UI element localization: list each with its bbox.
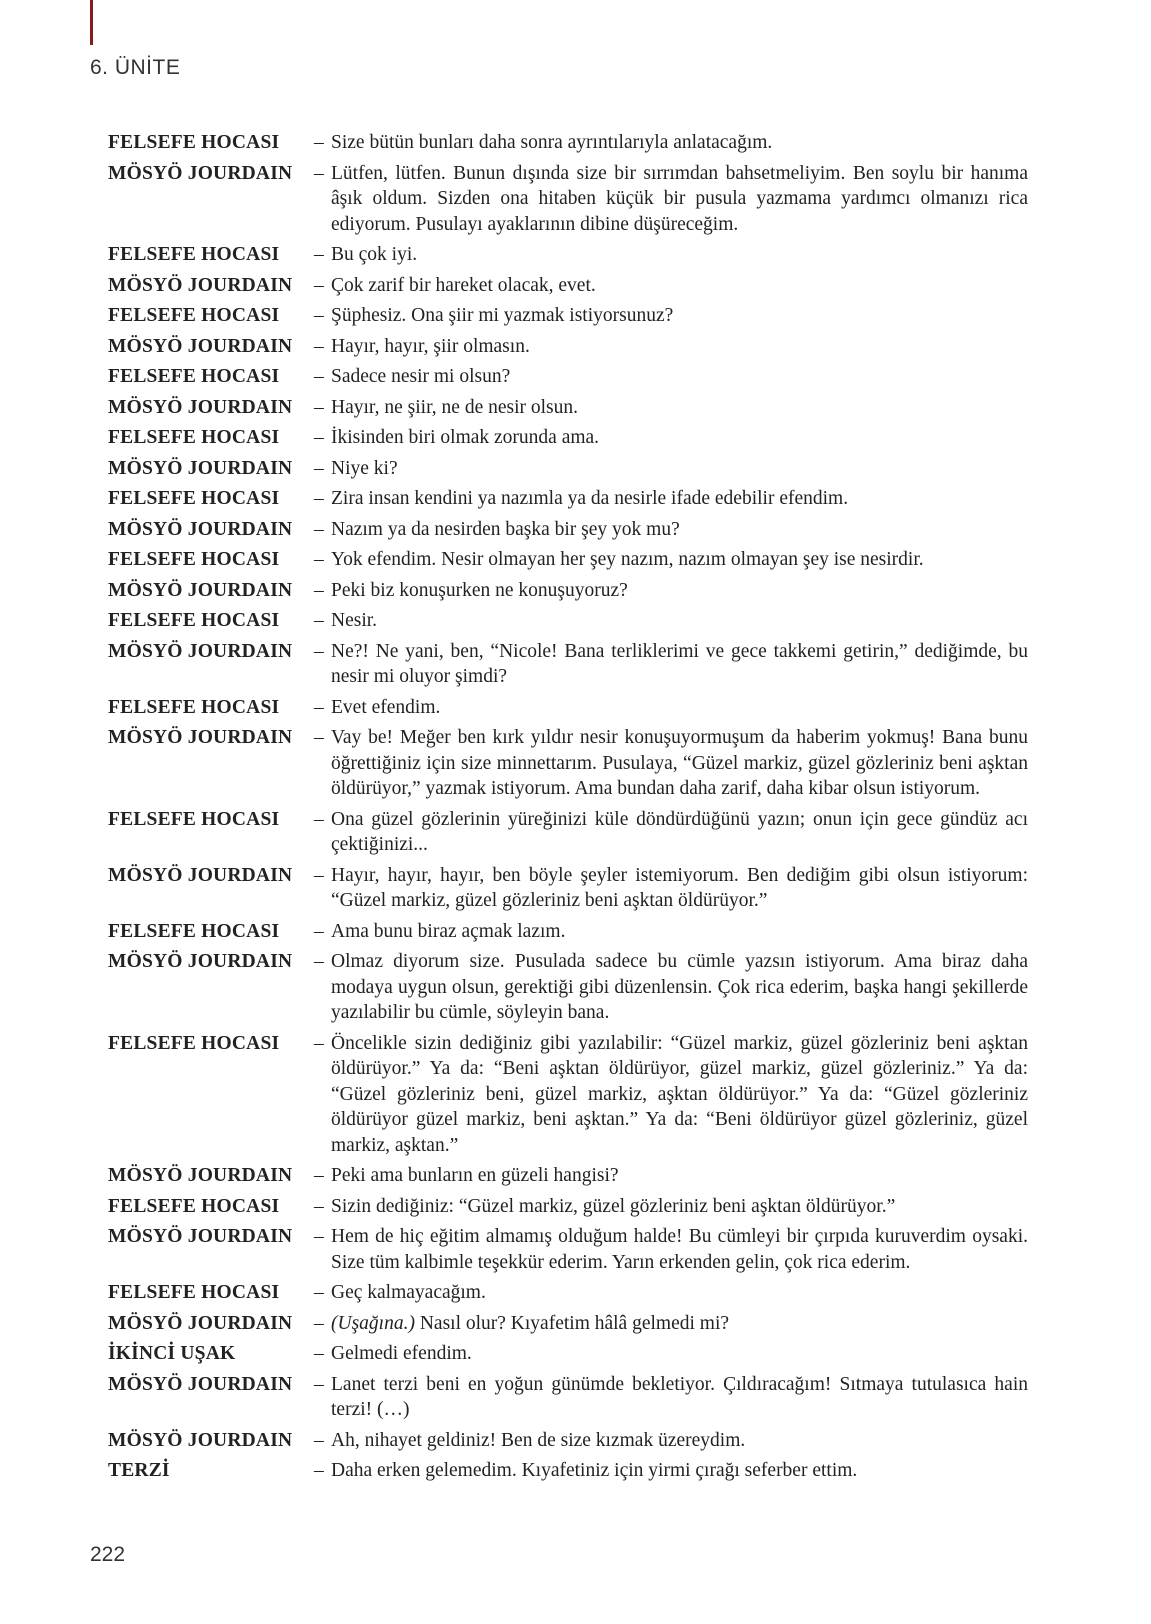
speech-body <box>331 273 1028 299</box>
speech-dash: – <box>314 1032 324 1054</box>
speech-dash: – <box>314 1226 324 1247</box>
speech-dash: – <box>314 457 324 479</box>
speech <box>314 547 1028 573</box>
speech-text: Peki biz konuşurken ne konuşuyoruz? <box>331 579 628 601</box>
speech-dash: – <box>314 1282 324 1303</box>
speech-text: Niye ki? <box>331 457 398 479</box>
speech <box>314 863 1028 914</box>
unit-label: 6. ÜNİTE <box>90 56 181 79</box>
speech-body <box>331 1341 1028 1367</box>
speech-dash: – <box>314 366 324 387</box>
speaker-name: FELSEFE HOCASI <box>108 808 280 830</box>
speech <box>314 1428 1028 1454</box>
speech-body <box>331 807 1028 858</box>
speech-body <box>331 130 1028 156</box>
speech <box>314 919 1028 945</box>
speech-dash: – <box>314 1312 324 1334</box>
speaker-name: FELSEFE HOCASI <box>108 920 280 942</box>
speech-text: Daha erken gelemedim. Kıyafetiniz için yirmi çırağı seferber ettim. <box>331 1460 858 1481</box>
speech <box>314 1341 1028 1367</box>
speech-text: Ama bunu biraz açmak lazım. <box>331 920 566 942</box>
speech-text: Vay be! Meğer ben kırk yıldır nesir konuşuyormuşum da haberim yokmuş! Bana bunu öğrettiğiniz için size minnettarım. Pusulaya, “Güzel markiz, güzel gözleriniz beni aşktan öldürüyor,” yazmak istiyorum. Ama bundan daha zarif, daha kibar olsun istiyorum. <box>331 727 1028 799</box>
speech-body <box>331 303 1028 329</box>
speech-text: Geç kalmayacağım. <box>331 1282 486 1303</box>
speech-body <box>331 1194 1028 1220</box>
speech-dash: – <box>314 640 324 662</box>
speech-text: Evet efendim. <box>331 696 441 718</box>
speaker-name: MÖSYÖ JOURDAIN <box>108 727 293 748</box>
speaker-name: FELSEFE HOCASI <box>108 1282 280 1303</box>
speaker-name: MÖSYÖ JOURDAIN <box>108 640 293 662</box>
speech <box>314 1163 1028 1189</box>
speaker-name: MÖSYÖ JOURDAIN <box>108 1226 293 1247</box>
speech-body <box>331 395 1028 421</box>
speech-body <box>331 919 1028 945</box>
speaker-name: İKİNCİ UŞAK <box>108 1343 236 1364</box>
speech-dash: – <box>314 132 324 153</box>
speech-body <box>331 1280 1028 1306</box>
speech <box>314 1311 1028 1337</box>
speech-dash: – <box>314 518 324 540</box>
dialogue-line <box>108 639 1028 690</box>
speaker-name: MÖSYÖ JOURDAIN <box>108 951 293 972</box>
dialogue-line <box>108 1372 1028 1423</box>
dialogue-line <box>108 1224 1028 1275</box>
speech-text: Size bütün bunları daha sonra ayrıntılarıyla anlatacağım. <box>331 132 773 153</box>
speech-text: Ne?! Ne yani, ben, “Nicole! Bana terliklerimi ve gece takkemi getirin,” dediğimde, bu nesir mi oluyor şimdi? <box>331 640 1028 687</box>
speech-dash: – <box>314 162 324 184</box>
speech-body <box>331 608 1028 634</box>
speech-body <box>331 1031 1028 1159</box>
speech-text: Lütfen, lütfen. Bunun dışında size bir sırrımdan bahsetmeliyim. Ben soylu bir hanıma âşık oldum. Sizden ona hitaben küçük bir pusula yazmama yardımcı olmanızı rica ediyorum. Pusulayı ayaklarının dibine düşüreceğim. <box>331 162 1028 235</box>
speech-text: Nesir. <box>331 610 378 631</box>
dialogue-line <box>108 695 1028 721</box>
speaker-name: MÖSYÖ JOURDAIN <box>108 335 293 357</box>
speech-text: Yok efendim. Nesir olmayan her şey nazım, nazım olmayan şey ise nesirdir. <box>331 549 924 570</box>
speech-body <box>331 242 1028 268</box>
speech-body <box>331 517 1028 543</box>
dialogue-line <box>108 364 1028 390</box>
speech-text: Lanet terzi beni en yoğun günümde bekletiyor. Çıldıracağım! Sıtmaya tutulasıca hain terzi! (…) <box>331 1373 1028 1420</box>
speech <box>314 1372 1028 1423</box>
speaker-name: FELSEFE HOCASI <box>108 305 280 326</box>
speech <box>314 1031 1028 1159</box>
speech-body <box>331 1224 1028 1275</box>
speaker-name: MÖSYÖ JOURDAIN <box>108 274 293 296</box>
speech-body <box>331 364 1028 390</box>
speech-dash: – <box>314 1373 324 1395</box>
dialogue-line <box>108 161 1028 238</box>
speech-dash: – <box>314 396 324 418</box>
speech <box>314 695 1028 721</box>
speech-dash: – <box>314 488 324 509</box>
speech-dash: – <box>314 696 324 718</box>
header-accent-bar <box>90 0 93 45</box>
speech-body <box>331 486 1028 512</box>
speech-dash: – <box>314 335 324 357</box>
dialogue-line <box>108 517 1028 543</box>
speech-text: Öncelikle sizin dediğiniz gibi yazılabilir: “Güzel markiz, güzel gözleriniz beni aşktan öldürüyor.” Ya da: “Beni aşktan öldürüyor, güzel markiz, güzel gözleriniz.” Ya da: “Güzel gözleriniz beni, güzel markiz, aşktan öldürüyor.” Ya da: “Güzel gözleriniz öldürüyor güzel markiz, beni aşktan.” Ya da: “Beni öldürüyor güzel gözleriniz, güzel markiz, aşktan.” <box>331 1032 1028 1156</box>
speech-body <box>331 425 1028 451</box>
speaker-name: MÖSYÖ JOURDAIN <box>108 1312 293 1334</box>
dialogue-line <box>108 919 1028 945</box>
speech-dash: – <box>314 920 324 942</box>
dialogue-line <box>108 1311 1028 1337</box>
speech-body <box>331 639 1028 690</box>
speaker-name: FELSEFE HOCASI <box>108 549 280 570</box>
dialogue-line <box>108 242 1028 268</box>
speech <box>314 639 1028 690</box>
page-number: 222 <box>90 1543 126 1566</box>
speech-dash: – <box>314 244 324 265</box>
dialogue-line <box>108 425 1028 451</box>
speech-text: Çok zarif bir hareket olacak, evet. <box>331 274 596 296</box>
speech <box>314 456 1028 482</box>
dialogue-line <box>108 1458 1028 1484</box>
speech-body <box>331 547 1028 573</box>
dialogue-line <box>108 807 1028 858</box>
speech-text: Sizin dediğiniz: “Güzel markiz, güzel gözleriniz beni aşktan öldürüyor.” <box>331 1195 896 1217</box>
speech-text: Zira insan kendini ya nazımla ya da nesirle ifade edebilir efendim. <box>331 488 849 509</box>
speech-body <box>331 334 1028 360</box>
speaker-name: MÖSYÖ JOURDAIN <box>108 1373 293 1395</box>
speech-text: Hem de hiç eğitim almamış olduğum halde! Bu cümleyi bir çırpıda kuruverdim oysaki. Size tüm kalbimle teşekkür ederim. Yarın erkenden gelin, çok rica ederim. <box>331 1226 1028 1273</box>
speaker-name: MÖSYÖ JOURDAIN <box>108 396 293 418</box>
speech <box>314 486 1028 512</box>
speech-text: Nasıl olur? Kıyafetim hâlâ gelmedi mi? <box>419 1312 730 1334</box>
dialogue-line <box>108 547 1028 573</box>
dialogue-line <box>108 863 1028 914</box>
speech-text: Şüphesiz. Ona şiir mi yazmak istiyorsunuz? <box>331 305 674 326</box>
speech-dash: – <box>314 1429 324 1451</box>
speech-dash: – <box>314 549 324 570</box>
speaker-name: FELSEFE HOCASI <box>108 1032 280 1054</box>
speech-text: İkisinden biri olmak zorunda ama. <box>331 427 600 448</box>
speaker-name: MÖSYÖ JOURDAIN <box>108 1165 293 1186</box>
speech-dash: – <box>314 274 324 296</box>
speaker-name: FELSEFE HOCASI <box>108 610 280 631</box>
dialogue-line <box>108 1194 1028 1220</box>
speech <box>314 395 1028 421</box>
speech <box>314 130 1028 156</box>
speech-text: Bu çok iyi. <box>331 244 418 265</box>
speech <box>314 517 1028 543</box>
speech-text: Ah, nihayet geldiniz! Ben de size kızmak üzereydim. <box>331 1429 746 1451</box>
speaker-name: FELSEFE HOCASI <box>108 488 280 509</box>
speech-dash: – <box>314 427 324 448</box>
dialogue-line <box>108 608 1028 634</box>
dialogue-line <box>108 395 1028 421</box>
dialogue-line <box>108 1341 1028 1367</box>
speech <box>314 1224 1028 1275</box>
speaker-name: MÖSYÖ JOURDAIN <box>108 1429 293 1451</box>
dialogue-line <box>108 273 1028 299</box>
speech <box>314 807 1028 858</box>
speech-dash: – <box>314 808 324 830</box>
speech-text: Olmaz diyorum size. Pusulada sadece bu cümle yazsın istiyorum. Ama biraz daha modaya uygun olsun, gerektiği gibi düzenlensin. Çok rica ederim, başka hangi şekillerde yazılabilir bu cümle, söyleyin bana. <box>331 951 1028 1023</box>
speech-text: Hayır, ne şiir, ne de nesir olsun. <box>331 396 579 418</box>
speaker-name: MÖSYÖ JOURDAIN <box>108 457 293 479</box>
speech-body <box>331 578 1028 604</box>
speech-dash: – <box>314 1165 324 1186</box>
dialogue-line <box>108 949 1028 1026</box>
speech-body <box>331 725 1028 802</box>
speech <box>314 364 1028 390</box>
speech <box>314 161 1028 238</box>
speech <box>314 242 1028 268</box>
speech-body <box>331 161 1028 238</box>
speaker-name: FELSEFE HOCASI <box>108 132 280 153</box>
speech-body <box>331 695 1028 721</box>
dialogue-line <box>108 1031 1028 1159</box>
speech <box>314 578 1028 604</box>
speaker-name: MÖSYÖ JOURDAIN <box>108 162 293 184</box>
speech-text: Gelmedi efendim. <box>331 1343 472 1364</box>
speech-body <box>331 1428 1028 1454</box>
speech-dash: – <box>314 1343 324 1364</box>
speech-text: Ona güzel gözlerinin yüreğinizi küle döndürdüğünü yazın; onun için gece gündüz acı çektiğinizi... <box>331 808 1028 855</box>
speaker-name: FELSEFE HOCASI <box>108 427 280 448</box>
speaker-name: FELSEFE HOCASI <box>108 244 280 265</box>
speech <box>314 725 1028 802</box>
dialogue-line <box>108 1163 1028 1189</box>
speech <box>314 608 1028 634</box>
stage-direction: (Uşağına.) <box>331 1312 415 1334</box>
speech-dash: – <box>314 951 324 972</box>
speech-dash: – <box>314 610 324 631</box>
speech-dash: – <box>314 1195 324 1217</box>
dialogue-line <box>108 130 1028 156</box>
dialogue-line <box>108 334 1028 360</box>
speech-body <box>331 1311 1028 1337</box>
speech-dash: – <box>314 864 324 886</box>
dialogue <box>108 130 1028 1489</box>
speech <box>314 303 1028 329</box>
speech-text: Nazım ya da nesirden başka bir şey yok mu? <box>331 518 680 540</box>
speech <box>314 949 1028 1026</box>
speech-dash: – <box>314 1460 324 1481</box>
dialogue-line <box>108 303 1028 329</box>
speaker-name: MÖSYÖ JOURDAIN <box>108 864 293 886</box>
speech-text: Peki ama bunların en güzeli hangisi? <box>331 1165 619 1186</box>
speaker-name: MÖSYÖ JOURDAIN <box>108 579 293 601</box>
speech-body <box>331 456 1028 482</box>
speech <box>314 1280 1028 1306</box>
speech-text: Hayır, hayır, şiir olmasın. <box>331 335 530 357</box>
dialogue-line <box>108 1428 1028 1454</box>
speaker-name: MÖSYÖ JOURDAIN <box>108 518 293 540</box>
speaker-name: FELSEFE HOCASI <box>108 1195 280 1217</box>
speech-body <box>331 1458 1028 1484</box>
speaker-name: TERZİ <box>108 1460 170 1481</box>
speech-body <box>331 1163 1028 1189</box>
speech-body <box>331 863 1028 914</box>
speech <box>314 1458 1028 1484</box>
speech-text: Sadece nesir mi olsun? <box>331 366 511 387</box>
speech-dash: – <box>314 727 324 748</box>
dialogue-line <box>108 578 1028 604</box>
speech-text: Hayır, hayır, hayır, ben böyle şeyler istemiyorum. Ben dediğim gibi olsun istiyorum: “Güzel markiz, güzel gözleriniz beni aşktan öldürüyor.” <box>331 864 1028 911</box>
dialogue-line <box>108 725 1028 802</box>
dialogue-line <box>108 456 1028 482</box>
dialogue-line <box>108 486 1028 512</box>
speech <box>314 1194 1028 1220</box>
speaker-name: FELSEFE HOCASI <box>108 696 280 718</box>
speech-dash: – <box>314 579 324 601</box>
speech-body <box>331 949 1028 1026</box>
speaker-name: FELSEFE HOCASI <box>108 366 280 387</box>
speech <box>314 273 1028 299</box>
speech-body <box>331 1372 1028 1423</box>
dialogue-line <box>108 1280 1028 1306</box>
speech <box>314 425 1028 451</box>
speech <box>314 334 1028 360</box>
speech-dash: – <box>314 305 324 326</box>
